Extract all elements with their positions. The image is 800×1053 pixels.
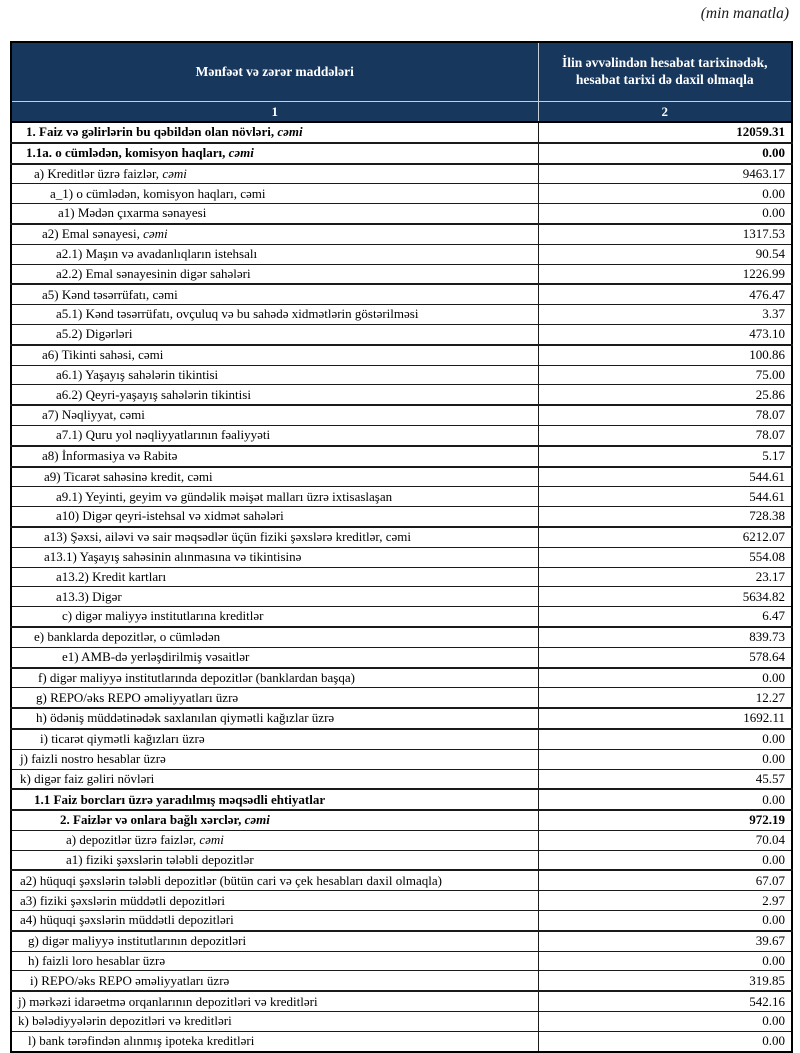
row-label-text: e) banklarda depozitlər, o cümlədən xyxy=(34,629,221,645)
row-label xyxy=(11,244,538,264)
row-label xyxy=(11,830,538,850)
row-label-text: a2) hüquqi şəxslərin tələbli depozitlər (bütün cari və çek hesabları daxil olmaqla) xyxy=(20,872,442,888)
row-label xyxy=(11,729,538,749)
unit-note: (min manatla) xyxy=(700,5,789,22)
row-label-text: h) faizli loro hesablar üzrə xyxy=(28,952,166,968)
row-label-text: 2. Faizlər və onlara bağlı xərclər, xyxy=(60,812,242,828)
row-label-italic-suffix: cəmi xyxy=(196,832,224,848)
row-label xyxy=(11,507,538,527)
row-label xyxy=(11,224,538,244)
row-label xyxy=(11,487,538,507)
row-label xyxy=(11,911,538,931)
row-value: 473.10 xyxy=(538,324,792,344)
row-value: 0.00 xyxy=(538,1012,792,1032)
row-label-text: i) REPO/əks REPO əməliyyatları üzrə xyxy=(30,972,230,988)
row-label-text: 1.1 Faiz borcları üzrə yaradılmış məqsədli ehtiyatlar xyxy=(34,791,326,807)
row-value: 9463.17 xyxy=(538,164,792,184)
table-row xyxy=(11,547,792,567)
row-value: 0.00 xyxy=(538,204,792,224)
row-label-text: f) digər maliyyə institutlarında depozitlər (banklardan başqa) xyxy=(38,669,355,685)
row-label-text: a13.3) Digər xyxy=(56,588,122,604)
row-value: 70.04 xyxy=(538,830,792,850)
row-value: 5.17 xyxy=(538,446,792,467)
row-label-text: a9) Ticarət sahəsinə kredit, cəmi xyxy=(44,468,213,484)
row-label-text: a9.1) Yeyinti, geyim və gündəlik məişət malları üzrə ixtisaslaşan xyxy=(56,488,393,504)
row-label xyxy=(11,587,538,607)
row-label-text: a2) Emal sənayesi, xyxy=(42,226,140,242)
row-label-text: i) ticarət qiymətli kağızları üzrə xyxy=(40,731,205,747)
row-value: 0.00 xyxy=(538,951,792,971)
table-row xyxy=(11,244,792,264)
row-label xyxy=(11,891,538,911)
table-row xyxy=(11,769,792,789)
table-row xyxy=(11,305,792,325)
table-row xyxy=(11,789,792,810)
table-row xyxy=(11,487,792,507)
row-value: 0.00 xyxy=(538,850,792,870)
row-value: 728.38 xyxy=(538,507,792,527)
row-label xyxy=(11,627,538,647)
row-label-text: a5.1) Kənd təsərrüfatı, ovçuluq və bu sahədə xidmətlərin göstərilməsi xyxy=(56,306,419,322)
table-row xyxy=(11,991,792,1011)
row-value: 100.86 xyxy=(538,345,792,365)
row-label-text: 1.1a. o cümlədən, komisyon haqları, xyxy=(26,145,226,161)
row-label-text: a6.1) Yaşayış sahələrin tikintisi xyxy=(56,366,219,382)
row-label-text: a10) Digər qeyri-istehsal və xidmət sahələri xyxy=(56,508,284,524)
row-label-italic-suffix: cəmi xyxy=(139,226,168,242)
row-value: 0.00 xyxy=(538,749,792,769)
row-value: 0.00 xyxy=(538,184,792,204)
row-label-text: j) faizli nostro hesablar üzrə xyxy=(20,750,166,766)
row-value: 0.00 xyxy=(538,668,792,688)
row-label xyxy=(11,931,538,951)
table-row xyxy=(11,365,792,385)
row-value: 6.47 xyxy=(538,607,792,627)
table-row xyxy=(11,507,792,527)
row-label-text: a2.1) Maşın və avadanlıqların istehsalı xyxy=(56,246,258,262)
table-row xyxy=(11,122,792,143)
row-label-text: a) depozitlər üzrə faizlər, xyxy=(66,832,197,848)
row-label-text: a2.2) Emal sənayesinin digər sahələri xyxy=(56,265,251,281)
row-value: 972.19 xyxy=(538,810,792,830)
row-label-text: j) mərkəzi idarəetmə orqanlarının depozitləri və kreditləri xyxy=(18,993,318,1009)
row-value: 25.86 xyxy=(538,385,792,405)
row-label xyxy=(11,527,538,547)
table-row xyxy=(11,164,792,184)
row-label-text: a7.1) Quru yol nəqliyyatlarının fəaliyyəti xyxy=(56,427,271,443)
table-row xyxy=(11,688,792,708)
table-row xyxy=(11,284,792,304)
row-label-text: h) ödəniş müddətinədək saxlanılan qiymətli kağızlar üzrə xyxy=(36,710,335,726)
row-label-text: a13.1) Yaşayış sahəsinin alınmasına və tikintisinə xyxy=(44,548,302,564)
row-label-text: a13) Şəxsi, ailəvi və sair məqsədlər üçün fiziki şəxslərə kreditlər, cəmi xyxy=(44,529,411,545)
row-label-italic-suffix: cəmi xyxy=(241,812,270,828)
row-label xyxy=(11,324,538,344)
table-row xyxy=(11,204,792,224)
row-label xyxy=(11,446,538,467)
row-value: 0.00 xyxy=(538,729,792,749)
row-label-text: g) REPO/əks REPO əməliyyatları üzrə xyxy=(36,689,239,705)
row-label-text: a8) İnformasiya və Rabitə xyxy=(42,448,178,463)
table-row xyxy=(11,971,792,991)
table-row xyxy=(11,184,792,204)
row-value: 78.07 xyxy=(538,405,792,425)
row-value: 78.07 xyxy=(538,425,792,445)
row-label-text: k) bələdiyyələrin depozitləri və kreditləri xyxy=(18,1013,232,1029)
row-label xyxy=(11,708,538,729)
row-label-italic-suffix: cəmi xyxy=(274,124,303,140)
row-value: 45.57 xyxy=(538,769,792,789)
table-row xyxy=(11,708,792,729)
row-label xyxy=(11,951,538,971)
row-value: 67.07 xyxy=(538,870,792,890)
row-label-text: a7) Nəqliyyat, cəmi xyxy=(42,407,145,423)
row-value: 544.61 xyxy=(538,467,792,487)
row-label xyxy=(11,405,538,425)
row-label xyxy=(11,647,538,667)
table-row xyxy=(11,425,792,445)
row-value: 319.85 xyxy=(538,971,792,991)
row-value: 2.97 xyxy=(538,891,792,911)
table-row xyxy=(11,567,792,587)
row-label-text: l) bank tərəfindən alınmış ipoteka kreditləri xyxy=(28,1033,255,1049)
row-label xyxy=(11,164,538,184)
row-label-text: g) digər maliyyə institutlarının depozitləri xyxy=(28,933,247,949)
table-row xyxy=(11,951,792,971)
row-label-text: a) Kreditlər üzrə faizlər, xyxy=(34,165,160,181)
column-index-row xyxy=(11,102,792,123)
row-value: 75.00 xyxy=(538,365,792,385)
row-value: 578.64 xyxy=(538,647,792,667)
table-row xyxy=(11,1031,792,1051)
row-label xyxy=(11,668,538,688)
table-row xyxy=(11,405,792,425)
table-row xyxy=(11,870,792,890)
row-value: 12.27 xyxy=(538,688,792,708)
row-label xyxy=(11,385,538,405)
row-value: 1692.11 xyxy=(538,708,792,729)
row-label xyxy=(11,425,538,445)
row-label xyxy=(11,850,538,870)
table-row xyxy=(11,729,792,749)
row-value: 39.67 xyxy=(538,931,792,951)
column-index-1: 1 xyxy=(11,102,538,123)
table-row xyxy=(11,264,792,284)
table-row xyxy=(11,467,792,487)
table-row xyxy=(11,810,792,830)
table-row xyxy=(11,446,792,467)
row-value: 554.08 xyxy=(538,547,792,567)
row-label-italic-suffix: cəmi xyxy=(225,145,254,161)
items-column-header: Mənfəət və zərər maddələri xyxy=(11,42,538,102)
row-label xyxy=(11,305,538,325)
row-label-text: a5) Kənd təsərrüfatı, cəmi xyxy=(42,286,178,302)
row-value: 12059.31 xyxy=(538,122,792,143)
table-row xyxy=(11,850,792,870)
table-row xyxy=(11,749,792,769)
row-label xyxy=(11,1012,538,1032)
table-row xyxy=(11,224,792,244)
row-label xyxy=(11,345,538,365)
table-row xyxy=(11,911,792,931)
row-label-text: a13.2) Kredit kartları xyxy=(56,568,167,584)
row-label-text: c) digər maliyyə institutlarına kreditlər xyxy=(62,608,264,624)
row-label-italic-suffix: cəmi xyxy=(159,165,187,181)
row-label xyxy=(11,789,538,810)
row-label xyxy=(11,284,538,304)
row-value: 0.00 xyxy=(538,911,792,931)
table-row xyxy=(11,527,792,547)
column-index-2: 2 xyxy=(538,102,792,123)
table-row xyxy=(11,668,792,688)
table-row xyxy=(11,830,792,850)
row-label-text: a5.2) Digərləri xyxy=(56,326,133,342)
row-value: 0.00 xyxy=(538,1031,792,1051)
row-value: 90.54 xyxy=(538,244,792,264)
row-value: 5634.82 xyxy=(538,587,792,607)
table-body xyxy=(11,122,792,1052)
table-row xyxy=(11,385,792,405)
row-value: 1226.99 xyxy=(538,264,792,284)
row-label xyxy=(11,547,538,567)
row-value: 542.16 xyxy=(538,991,792,1011)
row-label xyxy=(11,870,538,890)
table-header-row xyxy=(11,42,792,102)
row-label xyxy=(11,688,538,708)
row-label xyxy=(11,810,538,830)
row-label-text: e1) AMB-də yerləşdirilmiş vəsaitlər xyxy=(62,648,250,664)
row-label xyxy=(11,567,538,587)
row-label xyxy=(11,264,538,284)
row-label xyxy=(11,122,538,143)
row-value: 0.00 xyxy=(538,789,792,810)
profit-loss-table xyxy=(10,41,793,1053)
row-label xyxy=(11,971,538,991)
table-row xyxy=(11,627,792,647)
table-row xyxy=(11,931,792,951)
row-label-text: k) digər faiz gəliri növləri xyxy=(20,770,155,786)
row-label-text: 1. Faiz və gəlirlərin bu qəbildən olan növləri, xyxy=(26,124,275,140)
table-row xyxy=(11,647,792,667)
row-label xyxy=(11,365,538,385)
row-label xyxy=(11,607,538,627)
row-label xyxy=(11,991,538,1011)
row-label-text: a1) fiziki şəxslərin tələbli depozitlər xyxy=(66,851,254,867)
table-row xyxy=(11,891,792,911)
row-value: 3.37 xyxy=(538,305,792,325)
row-label xyxy=(11,769,538,789)
row-value: 0.00 xyxy=(538,143,792,164)
row-label-text: a6) Tikinti sahəsi, cəmi xyxy=(42,347,164,363)
table-row xyxy=(11,143,792,164)
row-value: 839.73 xyxy=(538,627,792,647)
table-row xyxy=(11,607,792,627)
row-label-text: a_1) o cümlədən, komisyon haqları, cəmi xyxy=(50,185,266,201)
row-label-text: a4) hüquqi şəxslərin müddətli depozitləri xyxy=(20,912,234,928)
row-label-text: a1) Mədən çıxarma sənayesi xyxy=(58,205,207,221)
table-row xyxy=(11,324,792,344)
table-row xyxy=(11,1012,792,1032)
period-column-header: İlin əvvəlindən hesabat tarixinədək, hesabat tarixi də daxil olmaqla xyxy=(538,42,792,102)
table-row xyxy=(11,345,792,365)
row-value: 23.17 xyxy=(538,567,792,587)
row-value: 544.61 xyxy=(538,487,792,507)
row-label xyxy=(11,184,538,204)
row-label xyxy=(11,1031,538,1051)
row-label xyxy=(11,467,538,487)
row-label-text: a6.2) Qeyri-yaşayış sahələrin tikintisi xyxy=(56,386,251,402)
row-label xyxy=(11,204,538,224)
row-value: 6212.07 xyxy=(538,527,792,547)
row-value: 476.47 xyxy=(538,284,792,304)
row-label xyxy=(11,749,538,769)
row-value: 1317.53 xyxy=(538,224,792,244)
row-label xyxy=(11,143,538,164)
row-label-text: a3) fiziki şəxslərin müddətli depozitləri xyxy=(20,892,226,908)
table-row xyxy=(11,587,792,607)
